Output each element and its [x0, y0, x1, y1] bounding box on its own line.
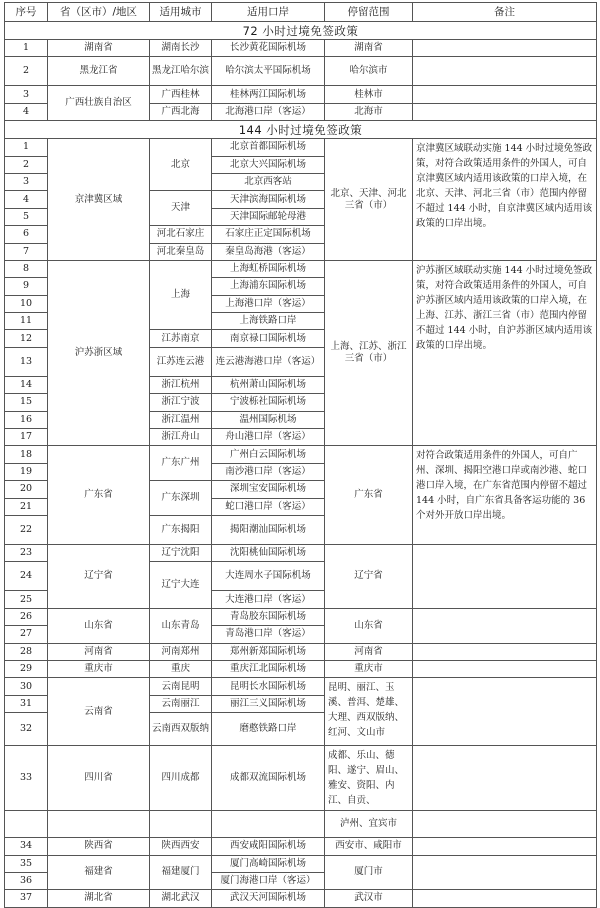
- row-no: 1: [5, 40, 48, 57]
- row-no: 4: [5, 191, 48, 208]
- row-stay: 上海、江苏、浙江三省（市）: [325, 260, 413, 446]
- row-stay: 重庆市: [325, 660, 413, 677]
- row-no: 29: [5, 660, 48, 677]
- row-port: 舟山港口岸（客运）: [212, 429, 325, 446]
- row-port: 厦门海港口岸（客运）: [212, 872, 325, 889]
- table-row: [5, 890, 597, 907]
- row-port: 上海港口岸（客运）: [212, 295, 325, 312]
- row-port: 哈尔滨太平国际机场: [212, 57, 325, 86]
- row-city: 北京: [150, 139, 212, 191]
- table-row: [5, 838, 597, 855]
- row-port: 磨憨铁路口岸: [212, 713, 325, 746]
- row-port: 温州国际机场: [212, 411, 325, 428]
- row-port: 南沙港口岸（客运）: [212, 463, 325, 480]
- table-row: [5, 678, 597, 695]
- row-stay: 武汉市: [325, 890, 413, 907]
- row-port: 厦门高崎国际机场: [212, 855, 325, 872]
- visa-free-policy-table: [4, 2, 597, 908]
- row-city: 浙江舟山: [150, 429, 212, 446]
- row-no: 5: [5, 208, 48, 225]
- row-no: 13: [5, 347, 48, 376]
- row-port: 深圳宝安国际机场: [212, 481, 325, 498]
- row-region: 沪苏浙区域: [48, 260, 150, 446]
- row-note: [413, 746, 597, 811]
- row-port: 桂林两江国际机场: [212, 86, 325, 103]
- row-port: 广州白云国际机场: [212, 446, 325, 463]
- row-no: 4: [5, 103, 48, 120]
- row-stay: 成都、乐山、德阳、遂宁、眉山、雅安、资阳、内江、自贡、: [325, 746, 413, 811]
- row-region: 湖北省: [48, 890, 150, 907]
- row-port: 揭阳潮汕国际机场: [212, 515, 325, 544]
- row-city: 广西桂林: [150, 86, 212, 103]
- row-no: 3: [5, 86, 48, 103]
- row-city: 天津: [150, 191, 212, 226]
- row-no: 34: [5, 838, 48, 855]
- row-port: 青岛港口岸（客运）: [212, 626, 325, 643]
- row-city: 浙江宁波: [150, 394, 212, 411]
- row-no: 35: [5, 855, 48, 872]
- row-city: 浙江温州: [150, 411, 212, 428]
- row-no: 14: [5, 376, 48, 393]
- row-stay: 厦门市: [325, 855, 413, 890]
- row-no: 26: [5, 608, 48, 625]
- region-note: 对符合政策适用条件的外国人，可自广州、深圳、揭阳空港口岸或南沙港、蛇口港口岸入境，在广东省范围内停留不超过 144 小时，自广东省具备客运功能的 36 个对外开放口岸出境。: [413, 446, 597, 545]
- row-note: [413, 643, 597, 660]
- row-note: [413, 678, 597, 746]
- row-city: 江苏南京: [150, 330, 212, 347]
- row-note: [413, 890, 597, 907]
- row-no: 17: [5, 429, 48, 446]
- row-city: 云南丽江: [150, 695, 212, 712]
- row-region: 黑龙江省: [48, 57, 150, 86]
- row-region: 云南省: [48, 678, 150, 746]
- row-no: 11: [5, 313, 48, 330]
- table-row: [5, 260, 597, 277]
- header-row: [5, 3, 597, 22]
- row-port: 沈阳桃仙国际机场: [212, 544, 325, 561]
- row-region: 四川省: [48, 746, 150, 811]
- row-note: [413, 103, 597, 120]
- row-no: 22: [5, 515, 48, 544]
- row-no: 31: [5, 695, 48, 712]
- row-port: 天津国际邮轮母港: [212, 208, 325, 225]
- row-city: 浙江杭州: [150, 376, 212, 393]
- row-city: 广东广州: [150, 446, 212, 481]
- table-row: [5, 544, 597, 561]
- row-region: 辽宁省: [48, 544, 150, 608]
- row-port: 北京首都国际机场: [212, 139, 325, 156]
- header-remarks: 备注: [413, 3, 597, 22]
- row-stay: 辽宁省: [325, 544, 413, 608]
- row-stay: 北京、天津、河北三省（市）: [325, 139, 413, 261]
- row-city: 湖南长沙: [150, 40, 212, 57]
- row-note: [413, 86, 597, 103]
- row-no: 1: [5, 139, 48, 156]
- row-region: 广东省: [48, 446, 150, 545]
- row-no: 21: [5, 498, 48, 515]
- row-port: 上海浦东国际机场: [212, 278, 325, 295]
- row-city: 湖北武汉: [150, 890, 212, 907]
- row-no: 2: [5, 57, 48, 86]
- table-row: [5, 446, 597, 463]
- row-region: 山东省: [48, 608, 150, 643]
- row-city: 辽宁沈阳: [150, 544, 212, 561]
- row-no: 25: [5, 591, 48, 608]
- table-row: [5, 40, 597, 57]
- section-title-row: [5, 22, 597, 40]
- table-row: [5, 139, 597, 156]
- row-no: 30: [5, 678, 48, 695]
- row-city: 云南西双版纳: [150, 713, 212, 746]
- row-no: 2: [5, 156, 48, 173]
- row-port: 连云港海港口岸（客运）: [212, 347, 325, 376]
- region-note: 沪苏浙区域联动实施 144 小时过境免签政策，对符合政策适用条件的外国人，可自沪苏浙区域内适用该政策的口岸入境，在上海、江苏、浙江三省（市）范围内停留不超过 144 小时，自沪苏浙区域内适用该政策的口岸出境。: [413, 260, 597, 446]
- row-port: 石家庄正定国际机场: [212, 226, 325, 243]
- row-city: 上海: [150, 260, 212, 330]
- row-stay: 昆明、丽江、玉溪、普洱、楚雄、大理、西双版纳、红河、文山市: [325, 678, 413, 746]
- row-region: 河南省: [48, 643, 150, 660]
- row-city: 山东青岛: [150, 608, 212, 643]
- row-port: 成都双流国际机场: [212, 746, 325, 811]
- row-no: 15: [5, 394, 48, 411]
- row-region: 湖南省: [48, 40, 150, 57]
- row-no: 32: [5, 713, 48, 746]
- row-region: 福建省: [48, 855, 150, 890]
- policy-document: [4, 2, 596, 908]
- row-port: 丽江三义国际机场: [212, 695, 325, 712]
- row-note: [413, 40, 597, 57]
- row-port: 北京大兴国际机场: [212, 156, 325, 173]
- row-stay: 广东省: [325, 446, 413, 545]
- row-stay: 桂林市: [325, 86, 413, 103]
- header-port: 适用口岸: [212, 3, 325, 22]
- row-no: 27: [5, 626, 48, 643]
- row-no: 19: [5, 463, 48, 480]
- row-no: 23: [5, 544, 48, 561]
- row-stay: 湖南省: [325, 40, 413, 57]
- row-city: 江苏连云港: [150, 347, 212, 376]
- row-port: 北海港口岸（客运）: [212, 103, 325, 120]
- row-city: [150, 811, 212, 838]
- row-no: 12: [5, 330, 48, 347]
- row-port: 武汉天河国际机场: [212, 890, 325, 907]
- row-note: [413, 57, 597, 86]
- row-no: 24: [5, 562, 48, 591]
- row-stay: 山东省: [325, 608, 413, 643]
- row-port: 大连周水子国际机场: [212, 562, 325, 591]
- row-city: 四川成都: [150, 746, 212, 811]
- row-port: 西安咸阳国际机场: [212, 838, 325, 855]
- row-region: [48, 811, 150, 838]
- header-region: 省（区市）/地区: [48, 3, 150, 22]
- table-row: [5, 57, 597, 86]
- row-stay-continued: 泸州、宜宾市: [325, 811, 413, 838]
- header-city: 适用城市: [150, 3, 212, 22]
- row-port: 上海虹桥国际机场: [212, 260, 325, 277]
- row-city: 陕西西安: [150, 838, 212, 855]
- row-city: 广东揭阳: [150, 515, 212, 544]
- row-no: 3: [5, 173, 48, 190]
- row-no: 33: [5, 746, 48, 811]
- row-city: 河南郑州: [150, 643, 212, 660]
- row-city: 福建厦门: [150, 855, 212, 890]
- row-city: 广西北海: [150, 103, 212, 120]
- table-row: [5, 660, 597, 677]
- row-port: 青岛胶东国际机场: [212, 608, 325, 625]
- row-city: 辽宁大连: [150, 562, 212, 608]
- row-port: 杭州萧山国际机场: [212, 376, 325, 393]
- row-port: 秦皇岛海港（客运）: [212, 243, 325, 260]
- section-title-row: [5, 121, 597, 139]
- row-city: 广东深圳: [150, 481, 212, 516]
- row-no: [5, 811, 48, 838]
- row-no: 9: [5, 278, 48, 295]
- row-no: 6: [5, 226, 48, 243]
- row-city: 河北秦皇岛: [150, 243, 212, 260]
- row-no: 7: [5, 243, 48, 260]
- row-note: [413, 608, 597, 643]
- row-port: 重庆江北国际机场: [212, 660, 325, 677]
- row-no: 37: [5, 890, 48, 907]
- row-port: 蛇口港口岸（客运）: [212, 498, 325, 515]
- row-port: 昆明长水国际机场: [212, 678, 325, 695]
- row-port: 上海铁路口岸: [212, 313, 325, 330]
- header-stay-scope: 停留范围: [325, 3, 413, 22]
- table-row: [5, 811, 597, 838]
- row-port: 天津滨海国际机场: [212, 191, 325, 208]
- table-row: [5, 746, 597, 811]
- table-row: [5, 643, 597, 660]
- row-note: [413, 855, 597, 890]
- row-city: 云南昆明: [150, 678, 212, 695]
- row-port: 北京西客站: [212, 173, 325, 190]
- section-title-72h: 72 小时过境免签政策: [5, 22, 597, 40]
- row-stay: 哈尔滨市: [325, 57, 413, 86]
- row-region: 广西壮族自治区: [48, 86, 150, 121]
- header-no: 序号: [5, 3, 48, 22]
- row-region: 陕西省: [48, 838, 150, 855]
- row-no: 16: [5, 411, 48, 428]
- row-note: [413, 544, 597, 608]
- row-no: 10: [5, 295, 48, 312]
- row-region: 京津冀区域: [48, 139, 150, 261]
- row-stay: 河南省: [325, 643, 413, 660]
- row-no: 28: [5, 643, 48, 660]
- table-row: [5, 855, 597, 872]
- row-port: 大连港口岸（客运）: [212, 591, 325, 608]
- row-port: 郑州新郑国际机场: [212, 643, 325, 660]
- row-no: 8: [5, 260, 48, 277]
- row-stay: 西安市、咸阳市: [325, 838, 413, 855]
- row-port: [212, 811, 325, 838]
- row-note: [413, 811, 597, 838]
- row-note: [413, 838, 597, 855]
- row-port: 南京禄口国际机场: [212, 330, 325, 347]
- row-port: 长沙黄花国际机场: [212, 40, 325, 57]
- row-region: 重庆市: [48, 660, 150, 677]
- row-no: 18: [5, 446, 48, 463]
- row-city: 重庆: [150, 660, 212, 677]
- row-city: 河北石家庄: [150, 226, 212, 243]
- table-row: [5, 608, 597, 625]
- section-title-144h: 144 小时过境免签政策: [5, 121, 597, 139]
- row-note: [413, 660, 597, 677]
- row-city: 黑龙江哈尔滨: [150, 57, 212, 86]
- row-no: 20: [5, 481, 48, 498]
- region-note: 京津冀区域联动实施 144 小时过境免签政策，对符合政策适用条件的外国人，可自京津冀区域内适用该政策的口岸入境，在北京、天津、河北三省（市）范围内停留不超过 144 小时，自京津冀区域内适用该政策的口岸出境。: [413, 139, 597, 261]
- row-stay: 北海市: [325, 103, 413, 120]
- row-port: 宁波栎社国际机场: [212, 394, 325, 411]
- table-row: [5, 86, 597, 103]
- row-no: 36: [5, 872, 48, 889]
